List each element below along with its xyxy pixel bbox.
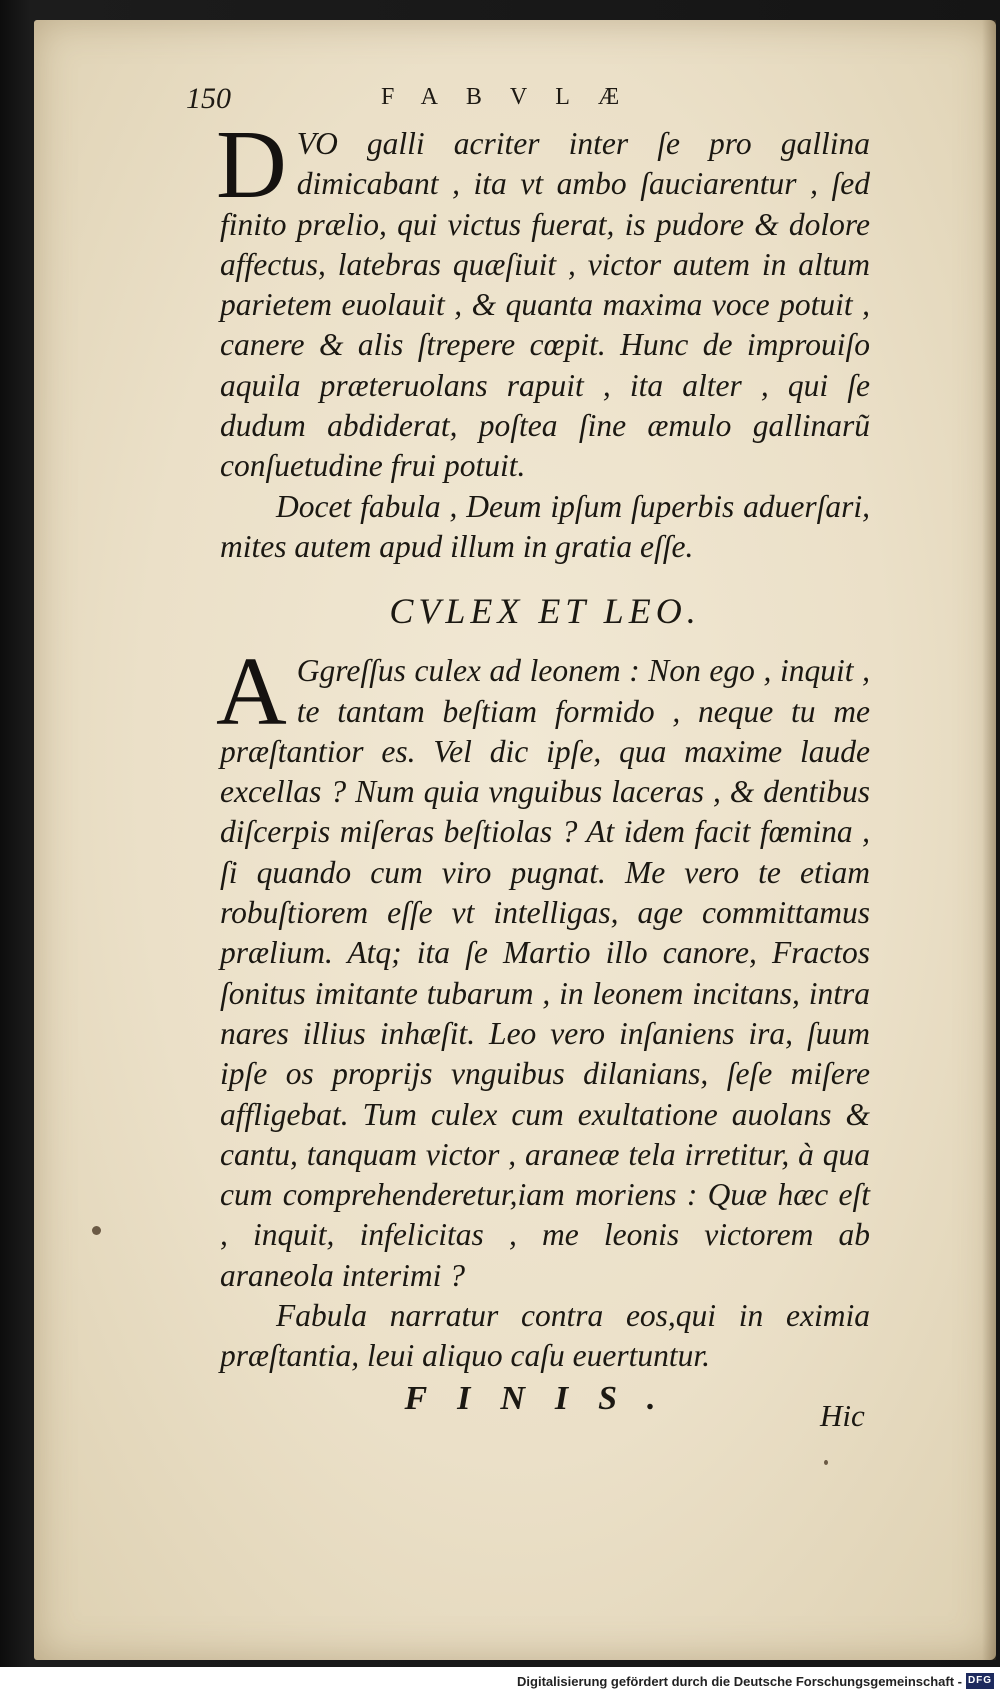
page-number: 150 [186,82,231,115]
main-text [216,111,870,1419]
funding-credit: Digitalisierung gefördert durch die Deutsche Forschungsgemeinschaft - [517,1674,962,1689]
footer-bar [0,1667,1000,1697]
fable-1-text: VO galli acriter inter ſe pro gallina dimicabant , ita vt ambo ſauciarentur , ſed finito prælio, qui victus fuerat, is pudore & dolore affectus, latebras quæſiuit , victor autem in altum parietem euolauit , & quanta maxima voce potuit , canere & alis ſtrepere cœpit. Hunc de improuiſo aquila præteruolans rapuit , ita alter , qui ſe dudum abdiderat, poſtea ſine æmulo gallinarũ conſuetudine frui potuit. [220,126,870,484]
paper-speck [92,1226,101,1235]
paper-speck [824,1460,828,1465]
dfg-logo: DFG [966,1673,994,1689]
catchword: Hic [820,1398,865,1433]
dropcap-d: D [216,111,287,219]
fable-2-text: Ggreſſus culex ad leonem : Non ego , inquit , te tantam beſtiam formido , neque tu me præſtantior es. Vel dic ipſe, qua maxime laude excellas ? Num quia vnguibus laceras , & dentibus diſcerpis miſeras beſtiolas ? At idem facit fœmina , ſi quando cum viro pugnat. Me vero te etiam robuſtiorem eſſe vt intelligas, age committamus prælium. Atq; ita ſe Martio illo canore, Fractos ſonitus imitante tubarum , in leonem incitans, intra nares illius inhæſit. Leo vero inſaniens ira, ſuum ipſe os proprijs vnguibus dilanians, ſeſe miſere affligebat. Tum culex cum exultatione auolans & cantu, tanquam victor , araneæ tela irretitur, à qua cum comprehenderetur,iam moriens : Quæ hæc eſt , inquit, infelicitas , me leonis victorem ab araneola interimi ? [220,653,870,1293]
running-title: FABVLÆ [381,84,648,110]
fable-1-body [216,111,870,487]
fable-1-moral: Docet fabula , Deum ipſum ſuperbis aduerſari, mites autem apud illum in gratia eſſe. [220,488,870,564]
fable-2-moral: Fabula narratur contra eos,qui in eximia præſtantia, leui aliquo caſu euertuntur. [220,1298,870,1374]
fable-2-title: CVLEX ET LEO. [389,591,701,632]
page-edge-shadow [982,20,996,1660]
dropcap-a: A [216,638,287,747]
finis: FINIS. [404,1379,686,1417]
fable-2-body [216,638,870,1296]
